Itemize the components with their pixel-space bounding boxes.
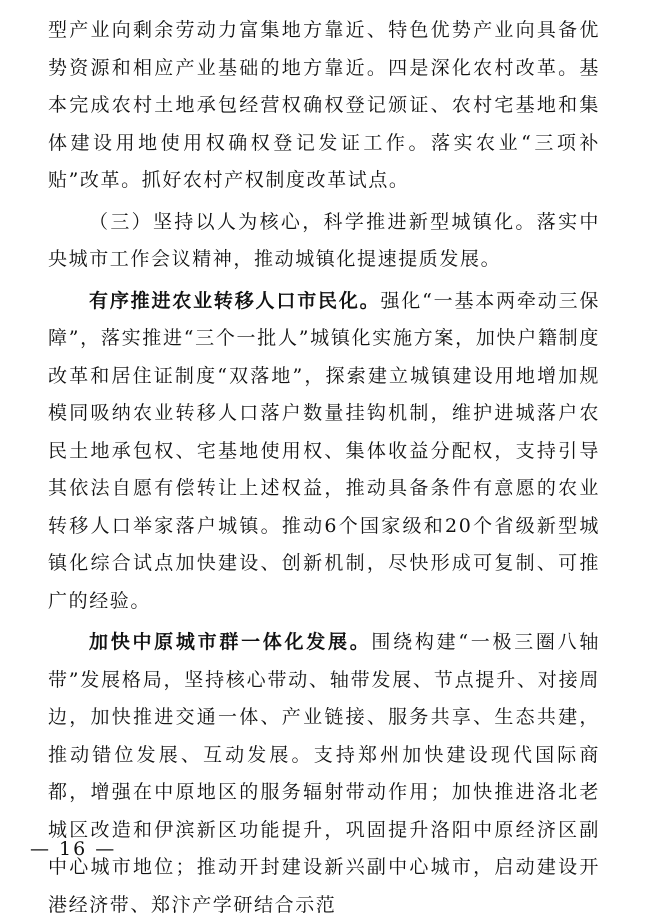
paragraph-3 — [48, 283, 600, 621]
paragraph-4-text: 围绕构建“一极三圈八轴带”发展格局，坚持核心带动、轴带发展、节点提升、对接周边，加快推进交通一体、产业链接、服务共享、生态共建，推动错位发展、互动发展。支持郑州加快建设现代国际商都，增强在中原地区的服务辐射带动作用；加快推进洛北老城区改造和伊滨新区功能提升，巩固提升洛阳中原经济区副中心城市地位；推动开封建设新兴副中心城市，启动建设开港经济带、郑汴产学研结合示范 — [48, 631, 600, 916]
paragraph-4-lead: 加快中原城市群一体化发展。 — [89, 631, 372, 653]
paragraph-2-text: （三）坚持以人为核心，科学推进新型城镇化。落实中央城市工作会议精神，推动城镇化提速提质发展。 — [48, 210, 600, 270]
paragraph-3-text: 强化“一基本两牵动三保障”，落实推进“三个一批人”城镇化实施方案，加快户籍制度改革和居住证制度“双落地”，探索建立城镇建设用地增加规模同吸纳农业转移人口落户数量挂钩机制，维护进城落户农民土地承包权、宅基地使用权、集体收益分配权，支持引导其依法自愿有偿转让上述权益，推动具备条件有意愿的农业转移人口举家落户城镇。推动6个国家级和20个省级新型城镇化综合试点加快建设、创新机制，尽快形成可复制、可推广的经验。 — [48, 289, 600, 612]
paragraph-2 — [48, 204, 600, 279]
page-number: — 16 — — [30, 838, 117, 860]
paragraph-1 — [48, 12, 600, 200]
paragraph-4 — [48, 624, 600, 924]
document-page — [48, 12, 600, 924]
paragraph-3-lead: 有序推进农业转移人口市民化。 — [89, 289, 381, 312]
paragraph-1-text: 型产业向剩余劳动力富集地方靠近、特色优势产业向具备优势资源和相应产业基础的地方靠近。四是深化农村改革。基本完成农村土地承包经营权确权登记颁证、农村宅基地和集体建设用地使用权确权登记发证工作。落实农业“三项补贴”改革。抓好农村产权制度改革试点。 — [48, 19, 600, 191]
